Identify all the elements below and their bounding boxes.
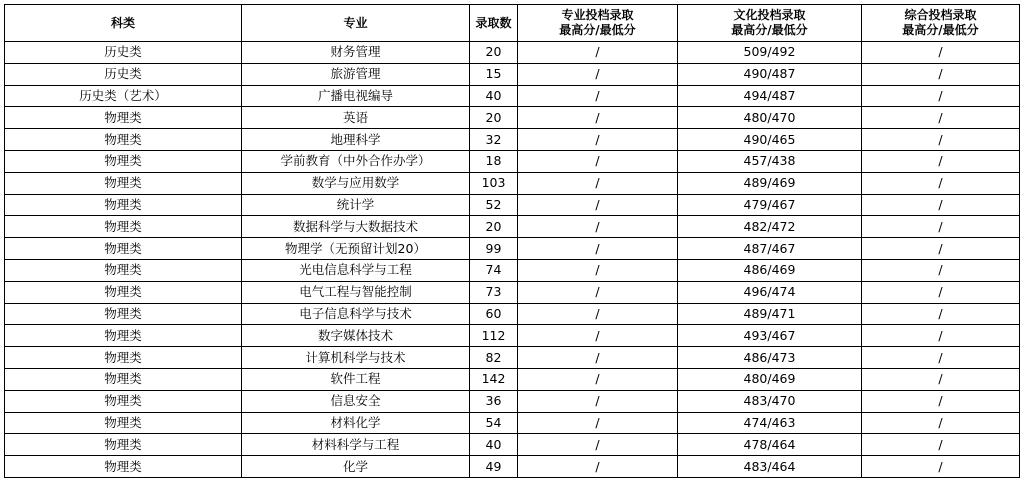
cell-cultural-score: 457/438 — [678, 150, 862, 172]
cell-cultural-score: 480/470 — [678, 107, 862, 129]
table-row — [5, 259, 1020, 281]
cell-admitted: 52 — [470, 194, 518, 216]
cell-cultural-score: 474/463 — [678, 412, 862, 434]
cell-professional-score: / — [518, 129, 678, 151]
cell-major: 数字媒体技术 — [242, 325, 470, 347]
table-row — [5, 412, 1020, 434]
cell-admitted: 15 — [470, 63, 518, 85]
cell-major: 地理科学 — [242, 129, 470, 151]
table-row — [5, 63, 1020, 85]
cell-major: 数学与应用数学 — [242, 172, 470, 194]
admission-table-container — [4, 4, 1020, 478]
cell-admitted: 74 — [470, 259, 518, 281]
table-row — [5, 368, 1020, 390]
header-cultural-line1: 文化投档录取 — [733, 8, 806, 22]
cell-composite-score: / — [862, 325, 1020, 347]
header-professional-score — [518, 5, 678, 42]
cell-admitted: 20 — [470, 216, 518, 238]
cell-professional-score: / — [518, 259, 678, 281]
cell-cultural-score: 493/467 — [678, 325, 862, 347]
cell-cultural-score: 489/469 — [678, 172, 862, 194]
cell-professional-score: / — [518, 85, 678, 107]
cell-category: 物理类 — [5, 347, 242, 369]
header-composite-line2: 最高分/最低分 — [902, 23, 979, 37]
cell-admitted: 112 — [470, 325, 518, 347]
cell-composite-score: / — [862, 412, 1020, 434]
cell-admitted: 73 — [470, 281, 518, 303]
cell-category: 物理类 — [5, 172, 242, 194]
cell-professional-score: / — [518, 456, 678, 478]
cell-composite-score: / — [862, 303, 1020, 325]
cell-admitted: 20 — [470, 107, 518, 129]
cell-cultural-score: 494/487 — [678, 85, 862, 107]
cell-composite-score: / — [862, 238, 1020, 260]
cell-cultural-score: 480/469 — [678, 368, 862, 390]
table-row — [5, 281, 1020, 303]
cell-category: 物理类 — [5, 238, 242, 260]
cell-category: 历史类 — [5, 42, 242, 64]
table-row — [5, 42, 1020, 64]
cell-professional-score: / — [518, 281, 678, 303]
cell-professional-score: / — [518, 42, 678, 64]
cell-composite-score: / — [862, 390, 1020, 412]
cell-admitted: 103 — [470, 172, 518, 194]
cell-category: 历史类（艺术） — [5, 85, 242, 107]
table-header — [5, 5, 1020, 42]
cell-admitted: 40 — [470, 85, 518, 107]
cell-cultural-score: 487/467 — [678, 238, 862, 260]
cell-professional-score: / — [518, 63, 678, 85]
header-category: 科类 — [5, 5, 242, 42]
cell-major: 光电信息科学与工程 — [242, 259, 470, 281]
cell-composite-score: / — [862, 259, 1020, 281]
header-professional-line2: 最高分/最低分 — [559, 23, 636, 37]
table-body — [5, 42, 1020, 478]
cell-composite-score: / — [862, 42, 1020, 64]
cell-composite-score: / — [862, 194, 1020, 216]
table-row — [5, 238, 1020, 260]
table-row — [5, 194, 1020, 216]
cell-major: 统计学 — [242, 194, 470, 216]
cell-major: 化学 — [242, 456, 470, 478]
cell-admitted: 60 — [470, 303, 518, 325]
cell-professional-score: / — [518, 412, 678, 434]
cell-composite-score: / — [862, 347, 1020, 369]
cell-professional-score: / — [518, 150, 678, 172]
table-row — [5, 150, 1020, 172]
cell-category: 物理类 — [5, 281, 242, 303]
cell-professional-score: / — [518, 303, 678, 325]
cell-category: 物理类 — [5, 216, 242, 238]
cell-major: 数据科学与大数据技术 — [242, 216, 470, 238]
cell-composite-score: / — [862, 216, 1020, 238]
cell-cultural-score: 483/470 — [678, 390, 862, 412]
cell-category: 物理类 — [5, 150, 242, 172]
header-professional-line1: 专业投档录取 — [561, 8, 634, 22]
cell-major: 电子信息科学与技术 — [242, 303, 470, 325]
cell-category: 物理类 — [5, 259, 242, 281]
cell-cultural-score: 486/473 — [678, 347, 862, 369]
cell-major: 材料化学 — [242, 412, 470, 434]
cell-category: 历史类 — [5, 63, 242, 85]
header-admitted: 录取数 — [470, 5, 518, 42]
cell-professional-score: / — [518, 238, 678, 260]
table-row — [5, 325, 1020, 347]
cell-admitted: 36 — [470, 390, 518, 412]
cell-category: 物理类 — [5, 194, 242, 216]
cell-cultural-score: 490/465 — [678, 129, 862, 151]
cell-admitted: 99 — [470, 238, 518, 260]
cell-major: 旅游管理 — [242, 63, 470, 85]
table-row — [5, 129, 1020, 151]
cell-major: 广播电视编导 — [242, 85, 470, 107]
cell-composite-score: / — [862, 281, 1020, 303]
table-row — [5, 216, 1020, 238]
cell-category: 物理类 — [5, 390, 242, 412]
cell-major: 英语 — [242, 107, 470, 129]
cell-cultural-score: 478/464 — [678, 434, 862, 456]
cell-category: 物理类 — [5, 456, 242, 478]
header-composite-score — [862, 5, 1020, 42]
cell-composite-score: / — [862, 63, 1020, 85]
table-row — [5, 107, 1020, 129]
cell-major: 电气工程与智能控制 — [242, 281, 470, 303]
cell-major: 材料科学与工程 — [242, 434, 470, 456]
cell-cultural-score: 490/487 — [678, 63, 862, 85]
table-row — [5, 390, 1020, 412]
cell-composite-score: / — [862, 456, 1020, 478]
cell-composite-score: / — [862, 85, 1020, 107]
cell-category: 物理类 — [5, 325, 242, 347]
cell-admitted: 54 — [470, 412, 518, 434]
cell-admitted: 82 — [470, 347, 518, 369]
cell-composite-score: / — [862, 129, 1020, 151]
header-major: 专业 — [242, 5, 470, 42]
table-row — [5, 85, 1020, 107]
cell-admitted: 32 — [470, 129, 518, 151]
cell-major: 计算机科学与技术 — [242, 347, 470, 369]
cell-professional-score: / — [518, 107, 678, 129]
cell-admitted: 20 — [470, 42, 518, 64]
cell-admitted: 18 — [470, 150, 518, 172]
table-row — [5, 434, 1020, 456]
cell-professional-score: / — [518, 194, 678, 216]
cell-cultural-score: 482/472 — [678, 216, 862, 238]
cell-category: 物理类 — [5, 368, 242, 390]
cell-professional-score: / — [518, 325, 678, 347]
admission-scores-table — [4, 4, 1020, 478]
table-row — [5, 172, 1020, 194]
cell-admitted: 40 — [470, 434, 518, 456]
cell-category: 物理类 — [5, 303, 242, 325]
cell-composite-score: / — [862, 172, 1020, 194]
cell-professional-score: / — [518, 368, 678, 390]
cell-composite-score: / — [862, 434, 1020, 456]
cell-cultural-score: 496/474 — [678, 281, 862, 303]
cell-cultural-score: 479/467 — [678, 194, 862, 216]
table-row — [5, 347, 1020, 369]
table-row — [5, 303, 1020, 325]
cell-cultural-score: 489/471 — [678, 303, 862, 325]
cell-cultural-score: 509/492 — [678, 42, 862, 64]
cell-category: 物理类 — [5, 434, 242, 456]
cell-major: 物理学（无预留计划20） — [242, 238, 470, 260]
header-composite-line1: 综合投档录取 — [904, 8, 977, 22]
table-row — [5, 456, 1020, 478]
cell-composite-score: / — [862, 107, 1020, 129]
cell-professional-score: / — [518, 390, 678, 412]
cell-professional-score: / — [518, 347, 678, 369]
cell-category: 物理类 — [5, 412, 242, 434]
cell-category: 物理类 — [5, 129, 242, 151]
cell-major: 财务管理 — [242, 42, 470, 64]
cell-major: 软件工程 — [242, 368, 470, 390]
cell-major: 信息安全 — [242, 390, 470, 412]
header-row — [5, 5, 1020, 42]
header-cultural-score — [678, 5, 862, 42]
cell-cultural-score: 486/469 — [678, 259, 862, 281]
cell-professional-score: / — [518, 216, 678, 238]
cell-composite-score: / — [862, 368, 1020, 390]
cell-major: 学前教育（中外合作办学） — [242, 150, 470, 172]
cell-professional-score: / — [518, 434, 678, 456]
header-cultural-line2: 最高分/最低分 — [731, 23, 808, 37]
cell-cultural-score: 483/464 — [678, 456, 862, 478]
cell-admitted: 49 — [470, 456, 518, 478]
cell-composite-score: / — [862, 150, 1020, 172]
cell-professional-score: / — [518, 172, 678, 194]
cell-admitted: 142 — [470, 368, 518, 390]
cell-category: 物理类 — [5, 107, 242, 129]
